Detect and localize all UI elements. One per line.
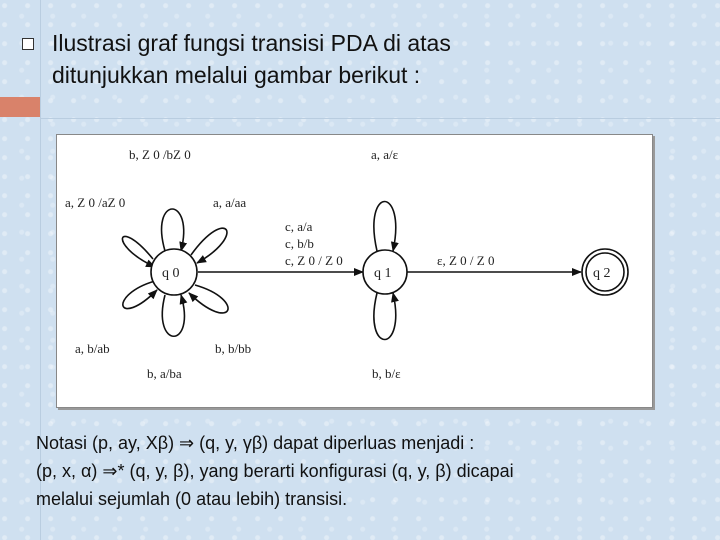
- title-line-2: ditunjukkan melalui gambar berikut :: [52, 62, 421, 88]
- pda-transition-diagram: [56, 134, 653, 408]
- label-upright-q0: a, a/aa: [213, 195, 247, 210]
- label-q0-q1-3: c, Z 0 / Z 0: [285, 253, 343, 268]
- label-q0-q1-2: c, b/b: [285, 236, 314, 251]
- state-q0-label: q 0: [162, 266, 180, 281]
- label-top-q0: b, Z 0 /bZ 0: [129, 147, 191, 162]
- accent-bar: [0, 97, 40, 117]
- label-top-q1: a, a/ε: [371, 147, 399, 162]
- label-downleft-q0: a, b/ab: [75, 341, 110, 356]
- label-bottom-q1: b, b/ε: [372, 366, 401, 381]
- notes-text: [36, 429, 706, 513]
- label-upleft-q0: a, Z 0 /aZ 0: [65, 195, 126, 210]
- state-q2-label: q 2: [593, 266, 611, 281]
- loop-q0-upleft: [122, 236, 155, 267]
- slide-title: [52, 27, 652, 91]
- left-margin-bar: [0, 0, 41, 540]
- label-downright-q0: b, b/bb: [215, 341, 252, 356]
- loop-q0-downright: [189, 285, 228, 313]
- state-q1-label: q 1: [374, 266, 392, 281]
- note-line-3: melalui sejumlah (0 atau lebih) transisi.: [36, 489, 348, 509]
- label-q0-q1-1: c, a/a: [285, 219, 313, 234]
- note-line-1: Notasi (p, ay, Xβ) ⇒ (q, y, γβ) dapat diperluas menjadi :: [36, 433, 475, 453]
- label-bottom-q0: b, a/ba: [147, 366, 182, 381]
- note-line-2: (p, x, α) ⇒* (q, y, β), yang berarti konfigurasi (q, y, β) dicapai: [36, 461, 514, 481]
- title-line-1: Ilustrasi graf fungsi transisi PDA di atas: [52, 30, 451, 56]
- header-divider: [40, 118, 720, 119]
- loop-q1-top: [374, 202, 396, 252]
- loop-q0-bottom: [162, 295, 184, 336]
- loop-q0-top: [162, 209, 184, 251]
- diagram-svg: [57, 135, 652, 407]
- loop-q0-downleft: [123, 281, 157, 309]
- loop-q1-bottom: [374, 293, 396, 340]
- loop-q0-upright: [191, 228, 227, 263]
- square-bullet-icon: [22, 38, 34, 50]
- label-q1-q2: ε, Z 0 / Z 0: [437, 253, 495, 268]
